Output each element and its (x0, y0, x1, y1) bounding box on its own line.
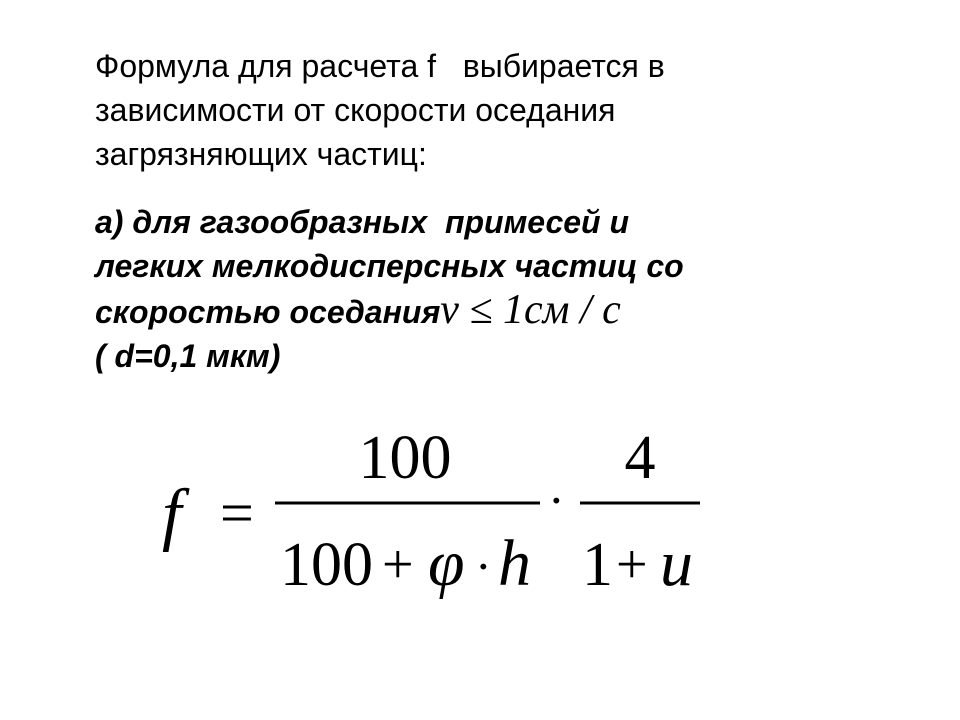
case-a-line-3-text: скоростью оседания (95, 294, 441, 330)
fraction1-den-100: 100 (280, 531, 373, 599)
condition-le: ≤ (469, 287, 493, 333)
formula-equals: = (220, 480, 254, 546)
fraction1-den-plus: + (382, 534, 414, 596)
fraction2-den-u: u (660, 527, 693, 600)
fraction2-numerator: 4 (624, 424, 656, 492)
multiplication-dot: · (548, 472, 565, 528)
fraction2-den-1: 1 (582, 531, 613, 599)
fraction2-den-plus: + (616, 534, 648, 596)
case-a-line-2: легких мелкодисперсных частиц со (95, 248, 684, 284)
case-a-line-4: ( d=0,1 мкм) (95, 338, 281, 374)
condition-unit-s: с (602, 287, 621, 333)
condition-unit-cm: см (524, 287, 570, 333)
fraction1-numerator: 100 (358, 424, 452, 492)
fraction1-den-dot: · (475, 538, 492, 594)
condition-slash: / (579, 287, 592, 333)
formula-lhs-f: f (162, 476, 182, 553)
condition-v: v (440, 287, 459, 333)
intro-line-3: загрязняющих частиц: (95, 136, 427, 172)
case-a-line-1: а) для газообразных примесей и (95, 204, 630, 240)
intro-line-1: Формула для расчета f выбирается в (95, 48, 665, 84)
condition-num: 1 (503, 287, 525, 333)
fraction1-den-phi: φ (428, 527, 465, 600)
intro-line-2: зависимости от скорости оседания (95, 92, 616, 128)
fraction1-den-h: h (498, 527, 531, 600)
